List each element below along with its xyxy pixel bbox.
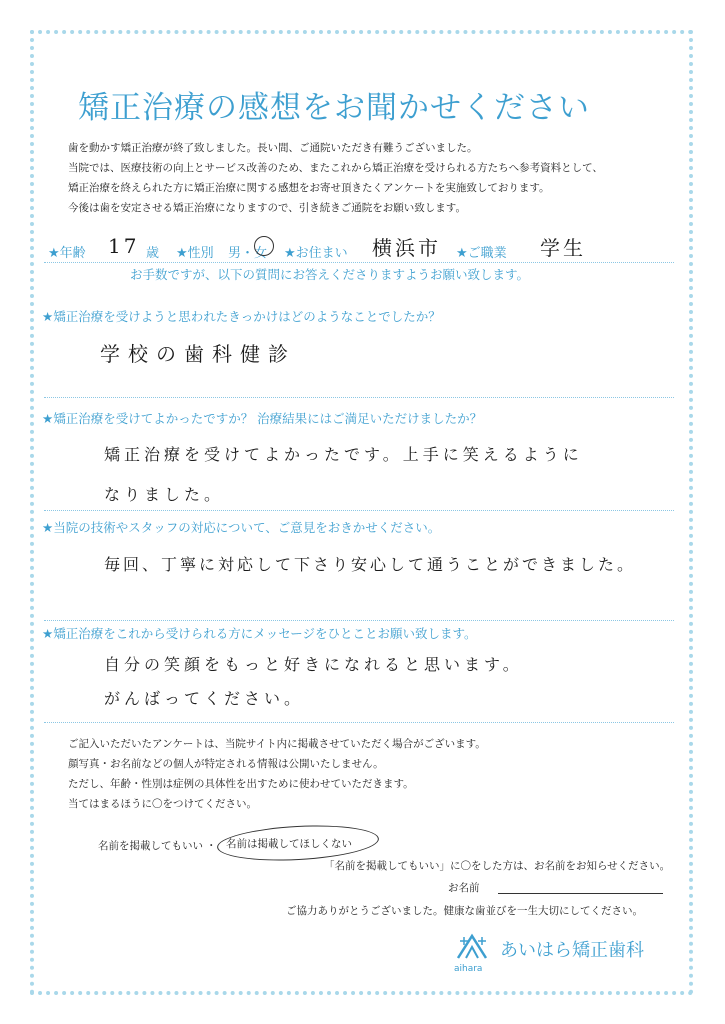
notice-line-4: 当てはまるほうに〇をつけてください。 xyxy=(68,798,257,810)
notice-line-2: 顔写真・お名前などの個人が特定される情報は公開いたしません。 xyxy=(68,758,384,770)
question-2: ★矯正治療を受けてよかったですか？ 治療結果にはご満足いただけましたか？ xyxy=(42,411,483,426)
answer-2-line-1: 矯正治療を受けてよかったです。上手に笑えるように xyxy=(104,445,583,464)
answer-2-line-2: なりました。 xyxy=(104,485,225,504)
name-option-allow: 名前を掲載してもいい xyxy=(98,840,203,852)
name-note: 「名前を掲載してもいい」に〇をした方は、お名前をお知らせください。 xyxy=(324,860,671,872)
gender-label: ★性別 xyxy=(176,246,214,261)
job-value: 学生 xyxy=(540,236,586,260)
name-signature-line xyxy=(498,893,663,894)
q3-divider xyxy=(44,620,674,621)
question-4: ★矯正治療をこれから受けられる方にメッセージをひとことお願い致します。 xyxy=(42,626,477,641)
age-value: 17 xyxy=(108,234,140,258)
clinic-name: あいはら矯正歯科 xyxy=(500,940,644,961)
gender-selected-circle xyxy=(254,236,274,256)
gender-options: 男・女 xyxy=(228,246,268,261)
q2-divider xyxy=(44,510,674,511)
q4-divider xyxy=(44,722,674,723)
notice-line-1: ご記入いただいたアンケートは、当院サイト内に掲載させていただく場合がございます。 xyxy=(68,738,486,750)
answer-3-line-1: 毎回、丁寧に対応して下さり安心して通うことができました。 xyxy=(104,555,637,574)
intro-line-1: 歯を動かす矯正治療が終了致しました。長い間、ご通院いただき有難うございました。 xyxy=(68,142,478,154)
intro-line-4: 今後は歯を安定させる矯正治療になりますので、引き続きご通院をお願い致します。 xyxy=(68,202,466,214)
question-3: ★当院の技術やスタッフの対応について、ご意見をおきかせください。 xyxy=(42,520,441,535)
question-1: ★矯正治療を受けようと思われたきっかけはどのようなことでしたか？ xyxy=(42,309,441,324)
page-title: 矯正治療の感想をお聞かせください xyxy=(78,90,590,126)
answer-4-line-2: がんばってください。 xyxy=(104,689,305,708)
age-unit: 歳 xyxy=(146,246,160,261)
name-option-separator: ・ xyxy=(206,840,217,852)
notice-line-3: ただし、年齢・性別は症例の具体性を出すために使わせていただきます。 xyxy=(68,778,414,790)
intro-line-2: 当院では、医療技術の向上とサービス改善のため、またこれから矯正治療を受けられる方たちへ参考資料として、 xyxy=(68,162,603,174)
clinic-logo-sub: aihara xyxy=(454,964,483,974)
thanks-text: ご協力ありがとうございました。健康な歯並びを一生大切にしてください。 xyxy=(286,905,643,917)
answer-4-line-1: 自分の笑顔をもっと好きになれると思います。 xyxy=(104,655,523,674)
address-value: 横浜市 xyxy=(372,236,441,260)
address-label: ★お住まい xyxy=(284,246,348,261)
intro-line-3: 矯正治療を終えられた方に矯正治療に関する感想をお寄せ頂きたくアンケートを実施致しております。 xyxy=(68,182,550,194)
request-text: お手数ですが、以下の質問にお答えくださりますようお願い致します。 xyxy=(130,267,530,282)
clinic-logo-icon xyxy=(452,928,492,968)
job-label: ★ご職業 xyxy=(456,246,507,261)
answer-1-line-1: 学校の歯科健診 xyxy=(100,342,296,366)
name-option-deny: 名前は掲載してほしくない xyxy=(226,838,352,850)
q1-divider xyxy=(44,397,674,398)
name-label: お名前 xyxy=(448,882,480,894)
profile-underline xyxy=(44,262,674,263)
age-label: ★年齢 xyxy=(48,246,86,261)
